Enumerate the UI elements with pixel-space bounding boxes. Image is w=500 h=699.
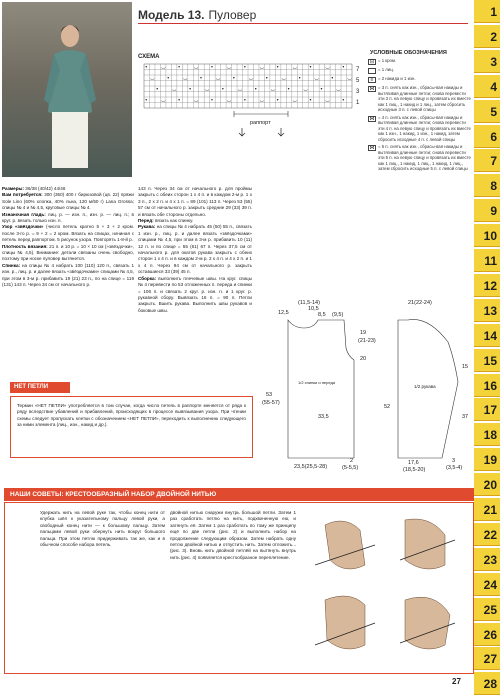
page-tab-number: 3 <box>490 54 497 69</box>
svg-text:37: 37 <box>462 414 469 420</box>
page-number: 27 <box>452 677 461 686</box>
chart-stitch-symbol: • <box>243 64 247 71</box>
page-tab-number: 14 <box>483 328 497 343</box>
chart-stitch-symbol: • <box>276 64 280 71</box>
paragraph: 143 п. Через 34 см от начального р. для проймы закрыть с обеих сторон 1 х 4 п. и в каждом 2-м р. 1 х 3 п., 2 х 2 п. и 4 х 1 п. = 89 (101) 113 п. Через 53 (55) 57 см от начального р. закрыть средние 29 (33) 39 п. и вязать обе стороны отдельно. <box>138 186 252 217</box>
yarn-over-icon: ≡ <box>368 77 376 83</box>
page-tab-21[interactable] <box>474 498 500 521</box>
page-tab-20[interactable] <box>474 473 500 496</box>
page-tab-number: 27 <box>483 652 497 667</box>
page-tab-number: 10 <box>483 229 497 244</box>
chart-stitch-symbol: ◡ <box>325 64 330 71</box>
page-tab-16[interactable] <box>474 374 500 397</box>
chart-stitch-symbol: • <box>144 64 148 71</box>
page-tab-3[interactable] <box>474 50 500 73</box>
edge-stitch-icon: ⊟ <box>369 59 375 65</box>
page-tab-4[interactable] <box>474 75 500 98</box>
page-tab-number: 22 <box>483 527 497 542</box>
svg-text:1/2 рукава: 1/2 рукава <box>414 384 436 389</box>
no-loop-text: Термин «НЕТ ПЕТЛИ» употребляется в том случае, когда число петель в раппорте меняется от ряда к ряду вследствие убавлений и прибавлений, происходящих в процессе вывязывания узора. При чтении схемы следует пропускать клетки с обозначением «НЕТ ПЕТЛИ», переходить к выполнению следующего за ними элемента (лиц., изн., накид и др.). <box>10 396 253 458</box>
chart-stitch-symbol: • <box>319 86 323 93</box>
chart-stitch-symbol: • <box>221 86 225 93</box>
row-number: 7 <box>356 67 360 73</box>
page-tab-number: 1 <box>490 5 497 19</box>
hand-illustrations <box>305 505 470 670</box>
page-tab-number: 2 <box>490 29 497 44</box>
svg-text:21(22-24): 21(22-24) <box>408 300 432 306</box>
svg-text:(18,5-20): (18,5-20) <box>403 467 426 473</box>
legend-item: ⋈ = 3 п. снять как изн., сбрасы-вая накиды и вытягивая длинные петли; снова перевести эти 3 п. на левую спицу и провязать их вместе как 1 лиц., 1 накид и 1 лиц., затем сбросить исходные 3 п. с левой спицы <box>369 85 471 112</box>
page-tab-number: 5 <box>490 104 497 119</box>
chart-stitch-symbol: • <box>341 64 345 71</box>
svg-text:(55-57): (55-57) <box>262 400 280 406</box>
header-rule <box>138 23 468 24</box>
page-tab-27[interactable] <box>474 647 500 670</box>
chart-stitch-symbol: ◡ <box>292 64 297 71</box>
chart-stitch-symbol: ◡ <box>248 75 254 82</box>
chart-stitch-symbol: ◡ <box>161 64 166 71</box>
chart-stitch-symbol: ◡ <box>215 75 221 82</box>
chart-stitch-symbol: • <box>155 86 159 93</box>
page-tab-7[interactable] <box>474 149 500 172</box>
pattern-diagrams <box>258 298 472 473</box>
chart-stitch-symbol: • <box>166 75 170 82</box>
svg-text:23,5(25,5-28): 23,5(25,5-28) <box>294 464 328 470</box>
chart-stitch-symbol: ◡ <box>281 75 287 82</box>
row-number: 1 <box>356 100 360 106</box>
hand-illustration <box>405 519 445 569</box>
legend-item: ≡ = 2 накида и 1 изн. <box>368 76 472 83</box>
svg-text:(21-23): (21-23) <box>358 338 376 344</box>
page-tab-14[interactable] <box>474 324 500 347</box>
hand-illustration <box>325 596 365 649</box>
page-tab-number: 21 <box>483 503 497 517</box>
svg-text:15: 15 <box>462 364 469 370</box>
page-tab-2[interactable] <box>474 25 500 48</box>
page-tab-number: 20 <box>483 478 497 493</box>
paragraph: Перед: вязать как спинку. <box>138 218 194 224</box>
svg-text:17,6: 17,6 <box>408 460 419 466</box>
chart-stitch-symbol: ◡ <box>259 97 265 104</box>
schema-label: СХЕМА <box>138 54 160 60</box>
knit-stitch-icon <box>368 68 376 74</box>
chart-stitch-symbol: ◡ <box>172 86 177 93</box>
legend-item: ⋈ = 4 п. снять как изн., сбрасы-вая накиды и вытягивая длинные петли; снова перевести эти 4 п. на левую спицу и провязать их вместе как 1 изн., 1 накид, 1 изн., 1 накид, затем сбросить исходные 4 п. с левой спицы <box>369 114 471 142</box>
page-tab-number: 7 <box>490 154 497 169</box>
paragraph: Плотность вязания: 21 п. и 10 р. = 10 × 10 см (»звёздочки», спицы № 4,5). Внимание: детали связаны очень свободно, поэтому при носке пуловер вытянется. <box>2 243 135 262</box>
page-tab-22[interactable] <box>474 523 500 546</box>
five-stitch-cluster-icon: ⋈ <box>369 145 375 151</box>
chart-stitch-symbol: • <box>210 64 214 71</box>
instructions-column-1 <box>2 186 134 289</box>
chart-stitch-symbol: ◡ <box>292 97 297 104</box>
page-tab-number: 23 <box>483 552 497 567</box>
hand-illustration <box>405 597 450 649</box>
page-tab-26[interactable] <box>474 623 500 646</box>
body-pattern-shape <box>288 320 354 458</box>
page-tab-10[interactable] <box>474 224 500 247</box>
model-photo <box>2 2 132 177</box>
chart-stitch-symbol: • <box>276 97 280 104</box>
model-label: Модель 13. <box>138 8 205 22</box>
paragraph: Рукава: на спицы № 4 набрать 45 (50) 55 п., связать 1 изн. р., лиц. р. и далее вязать «звёздочками» спицами № 4,5, при этом в 3-м р. прибавить 10 (11) 12 п. и по спице = 55 (61) 67 п. Через 37,5 см от начального р. для окатов рукава закрыть с обеих сторон 1 х 4 п. и в каждом 2-м р. 2 х 4 п. и 4 х 2 п. и 1 х 4 п. Через 94 см от начального р. закрыть оставшиеся 33 (39) 45 п. <box>138 224 253 275</box>
chart-stitch-symbol: ◡ <box>270 86 276 93</box>
page-tab-17[interactable] <box>474 398 500 421</box>
chart-stitch-symbol: ◡ <box>325 97 330 104</box>
instructions-column-2 <box>138 186 252 314</box>
chart-stitch-symbol: • <box>309 97 312 104</box>
page-tab-number: 26 <box>483 627 497 642</box>
page-tab-number: 17 <box>483 403 497 418</box>
model-title <box>138 8 468 22</box>
page-tab-18[interactable] <box>474 423 500 446</box>
chart-stitch-symbol: ◡ <box>336 86 341 93</box>
row-number: 5 <box>356 78 360 84</box>
page-tab-13[interactable] <box>474 299 500 322</box>
paragraph: Сборка: выполнить плечевые швы. На круг. спицы № 4 перевести по 53 отложенных п. переда и спинки = 106 п. и связать 2 круг. р. изн. п. и 1 круг. р. рукавной сбору. Вывязать 16 п. = 90 п. Петли закрыть. Вшить рукава. Выполнить швы рукавов и боковые швы. <box>138 275 252 313</box>
chart-stitch-symbol: • <box>177 97 181 104</box>
svg-text:19: 19 <box>360 330 367 336</box>
tips-column-1: Удержать нить на левой руке так, чтобы конец нити от клубка шёл к указательному пальцу левой руки, а свободный конец нити — к большому пальцу. Затем пальцами левой руки обернуть нить вокруг большого пальца. При этом петлю придерживать так же, как и в обычном способе набора петель. <box>40 510 165 548</box>
repeat-label: раппорт <box>250 120 271 126</box>
chart-stitch-symbol: ◡ <box>205 86 210 93</box>
paragraph: Вам потребуется: 300 (350) 400 г бирюзовой (цв. 22) пряжи Sole Lino (60% хлопка, 40% льна, 120 м/50 г) Lana Grossa; спицы № 4 и № 4,5, круговые спицы № 4. <box>2 192 134 211</box>
page-tab-number: 8 <box>490 179 497 194</box>
chart-stitch-symbol: • <box>188 86 192 93</box>
four-stitch-cluster-icon: ⋈ <box>369 115 375 122</box>
chart-stitch-symbol: • <box>341 97 345 104</box>
chart-stitch-symbol: ◡ <box>194 97 199 104</box>
page-tab-1[interactable] <box>474 0 500 23</box>
legend-title: УСЛОВНЫЕ ОБОЗНАЧЕНИЯ <box>370 50 447 56</box>
page-tab-number: 25 <box>483 602 497 617</box>
paragraph: Спинка: на спицы № 4 набрать 100 (110) 120 п., связать 1 изн. р., лиц. р. и далее вязать «звёздочками» спицами № 4,5, при этом в 3-м р. прибавить 19 (21) 23 п., по на спице = 119 (131) 143 п. Через 34 см от начального р. <box>2 262 135 288</box>
paragraph: Изнаночная гладь: лиц. р. — изн. п., изн. р. — лиц. п.; в круг. р. вязать только изн. п. <box>2 211 134 224</box>
chart-stitch-symbol: • <box>287 86 291 93</box>
chart-stitch-symbol: • <box>243 97 247 104</box>
chart-stitch-symbol: ◡ <box>303 86 308 93</box>
svg-text:52: 52 <box>384 404 391 410</box>
page-tab-12[interactable] <box>474 274 500 297</box>
svg-text:12,5: 12,5 <box>278 310 289 316</box>
chart-stitch-symbol: ◡ <box>150 75 155 82</box>
chart-stitch-symbol: • <box>265 75 269 82</box>
chart-stitch-symbol: ◡ <box>161 97 166 104</box>
page-tab-strip <box>474 0 500 699</box>
hand-illustration <box>325 521 365 569</box>
page-tab-number: 11 <box>484 254 497 268</box>
page-tab-number: 12 <box>483 278 497 293</box>
page-tab-number: 28 <box>483 677 497 692</box>
chart-stitch-symbol: • <box>254 86 258 93</box>
svg-text:20: 20 <box>360 356 367 362</box>
paragraph: Узор «звёздочки» (число петель кратно 5 + 3 + 2 кром. после 3-го р. = 9 + 2 = 2 кром. Вязать на спицах, начиная с петель перед раппортом. 5 рисунок узора. Повторять 1-8-й р. <box>2 224 135 243</box>
chart-stitch-symbol: • <box>232 75 236 82</box>
three-stitch-cluster-icon: ⋈ <box>369 86 375 92</box>
chart-stitch-symbol: ◡ <box>237 86 243 93</box>
svg-text:3: 3 <box>452 458 456 464</box>
page-tab-number: 13 <box>483 303 497 318</box>
chart-stitch-symbol: • <box>177 64 181 71</box>
page-tab-28[interactable] <box>474 672 500 695</box>
svg-text:53: 53 <box>266 392 273 398</box>
chart-stitch-symbol: ◡ <box>259 64 265 71</box>
legend-item: ⋈ = 5 п. снять как изн., сбрасы-вая накиды и вытягивая длинные петли; снова перевести эти 5 п. на левую спицу и провязать их вместе как 1 лиц., 1 накид, 1 лиц., 1 накид, 1 лиц., затем сбросить исходные 5 п. с левой спицы <box>369 144 471 171</box>
page-tab-number: 18 <box>483 428 497 443</box>
svg-text:(11,5-14): (11,5-14) <box>298 300 320 306</box>
chart-stitch-symbol: • <box>330 75 334 82</box>
stitch-chart <box>138 62 368 137</box>
svg-text:(5-5,5): (5-5,5) <box>342 465 359 471</box>
page-tab-8[interactable] <box>474 174 500 197</box>
chart-stitch-symbol: • <box>210 97 214 104</box>
page-tab-15[interactable] <box>474 349 500 372</box>
chart-stitch-symbol: • <box>199 75 203 82</box>
legend <box>368 58 472 174</box>
svg-text:10,5: 10,5 <box>308 306 319 312</box>
chart-stitch-symbol: • <box>309 64 312 71</box>
page-tab-number: 4 <box>490 79 497 94</box>
page-tab-23[interactable] <box>474 548 500 571</box>
chart-stitch-symbol: ◡ <box>194 64 199 71</box>
svg-text:(3,5-4): (3,5-4) <box>446 465 463 471</box>
legend-item: ⊟ = 1 кром. <box>369 58 397 65</box>
page-tab-number: 19 <box>483 453 497 468</box>
no-loop-banner: НЕТ ПЕТЛИ <box>10 382 70 393</box>
chart-stitch-symbol: • <box>144 97 148 104</box>
tips-banner: НАШИ СОВЕТЫ: КРЕСТООБРАЗНЫЙ НАБОР ДВОЙНОЙ НИТЬЮ <box>4 488 474 501</box>
row-number: 3 <box>356 89 360 95</box>
page-tab-25[interactable] <box>474 598 500 621</box>
page-tab-9[interactable] <box>474 199 500 222</box>
chart-stitch-symbol: ◡ <box>347 75 352 82</box>
page-tab-11[interactable] <box>474 249 500 272</box>
svg-text:8,5: 8,5 <box>318 312 326 318</box>
page-tab-number: 9 <box>490 204 497 219</box>
page-tab-number: 15 <box>483 353 497 368</box>
chart-stitch-symbol: ◡ <box>226 64 232 71</box>
model-name: Пуловер <box>208 8 257 22</box>
page-tab-number: 16 <box>483 378 497 393</box>
page-tab-number: 24 <box>483 577 497 592</box>
paragraph: Размеры: 36/38 (40/42) 44/46 <box>2 186 66 191</box>
tips-column-2: двойной нитью снаружи внутрь большой петли. Затем 1 раз сработать петлю на нить, подхваченную ею, и затянуть её. Затем 1 раз сработать по тому же принципу ещё по две петли (рис. 2) и выполнить набор на продолжение следующим образом. Затем набрать одну петлю двойной нитью и отпустить нить. Затем отложить... (рис. 3). Вновь нить двойной петлёй на вытянуть внутрь нить (рис. 4) появляется крестообразное переплетение. <box>170 510 296 560</box>
legend-item: = 1 лиц. <box>368 67 472 74</box>
page-tab-5[interactable] <box>474 100 500 123</box>
chart-stitch-symbol: ◡ <box>183 75 188 82</box>
page-tab-19[interactable] <box>474 448 500 471</box>
page-tab-6[interactable] <box>474 125 500 148</box>
page-tab-number: 6 <box>490 129 497 144</box>
chart-stitch-symbol: • <box>298 75 302 82</box>
woman-in-pullover-illustration <box>40 20 100 170</box>
svg-text:(9,5): (9,5) <box>332 312 344 318</box>
svg-text:33,5: 33,5 <box>318 414 329 420</box>
svg-text:1/2 спинки и переда: 1/2 спинки и переда <box>298 380 336 385</box>
chart-stitch-symbol: ◡ <box>314 75 319 82</box>
chart-stitch-symbol: ◡ <box>226 97 232 104</box>
page-tab-24[interactable] <box>474 573 500 596</box>
svg-text:2: 2 <box>350 458 354 464</box>
